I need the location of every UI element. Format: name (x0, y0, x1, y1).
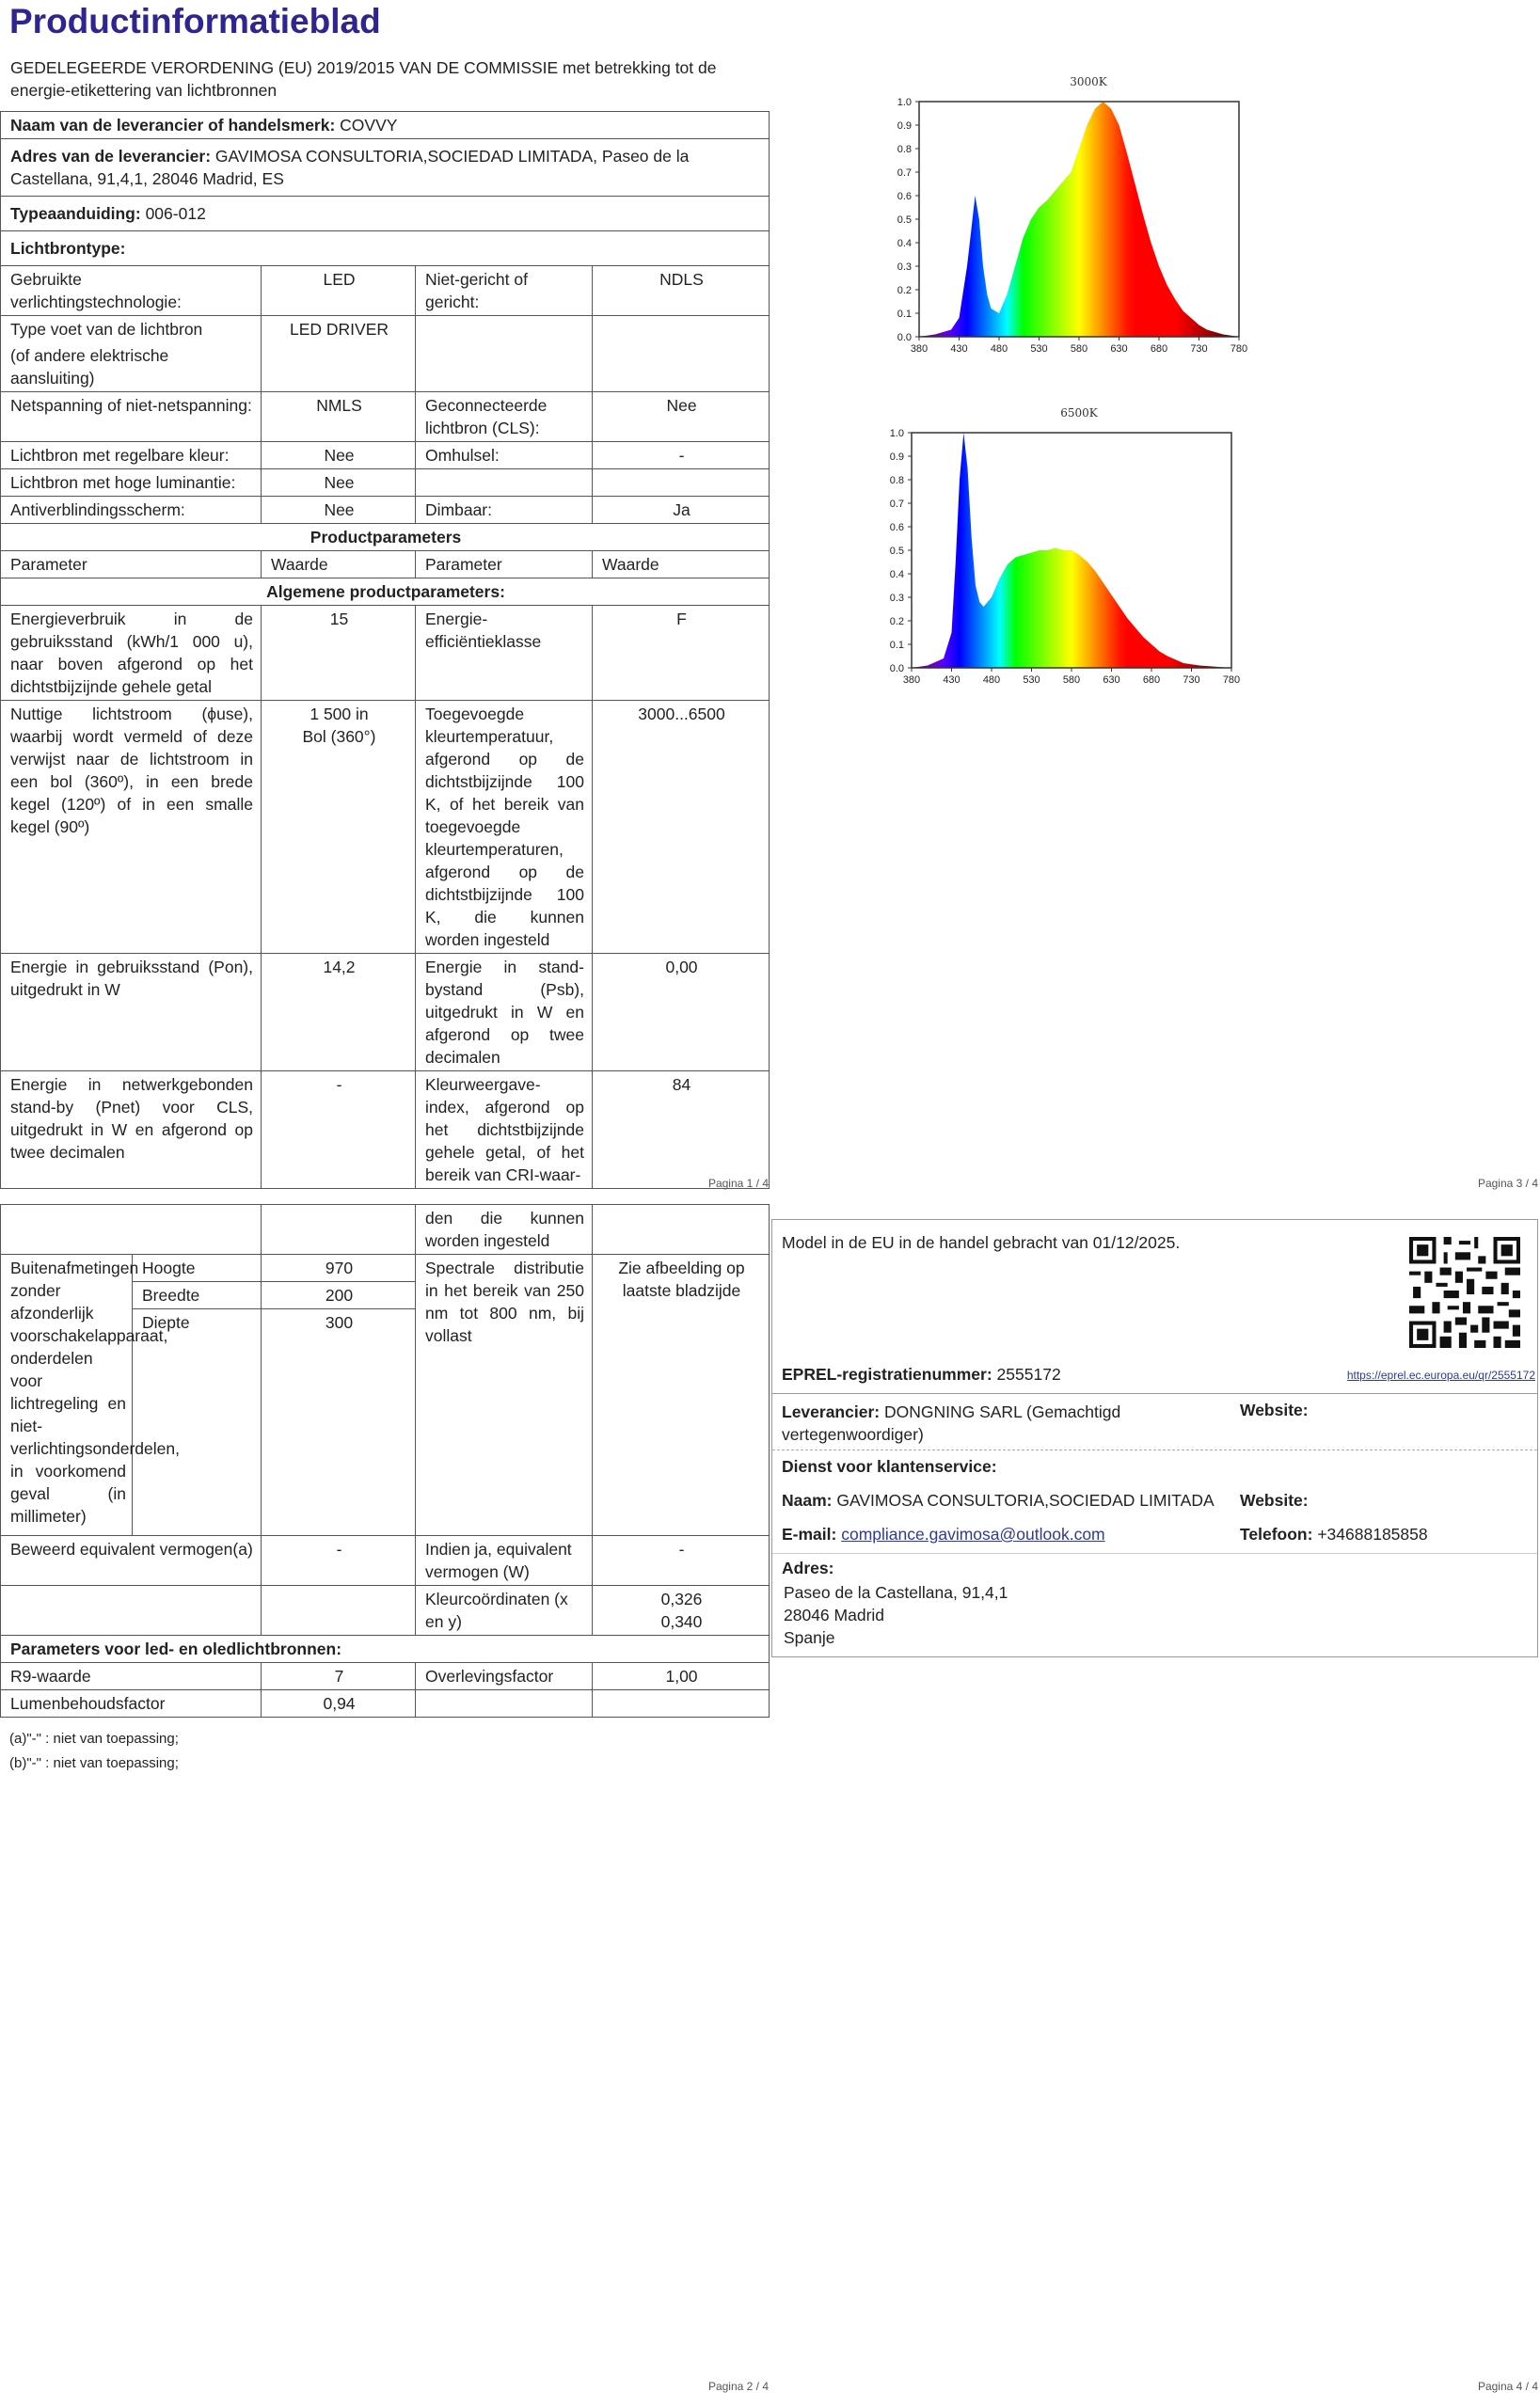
contact-box (771, 1219, 1538, 1657)
x-tick-label: 480 (982, 674, 1001, 686)
page-1 (0, 0, 769, 1204)
y-tick-label: 0.8 (889, 475, 904, 486)
supplier-name-label: Naam van de leverancier of handelsmerk: (10, 116, 336, 135)
y-tick-label: 0.2 (897, 285, 912, 296)
x-tick-label: 580 (1070, 343, 1088, 355)
page-number-3: Pagina 3 / 4 (1477, 1177, 1538, 1190)
eprel-value: 2555172 (996, 1365, 1061, 1384)
col-value-2: Waarde (593, 551, 770, 578)
cri-value: 84 (593, 1071, 770, 1189)
page-3 (769, 0, 1540, 1204)
colour-tunable-value: Nee (262, 442, 416, 469)
x-tick-label: 680 (1150, 343, 1168, 355)
x-tick-label: 530 (1023, 674, 1040, 686)
mains-label: Netspanning of niet-netspanning: (1, 392, 262, 442)
cri-label-b: den die kunnen worden ingesteld (416, 1205, 593, 1255)
x-tick-label: 630 (1103, 674, 1120, 686)
tech-label: Gebruikte verlichtingstechnologie: (1, 266, 262, 316)
address-line-1: Paseo de la Castellana, 91,4,1 (784, 1583, 1008, 1602)
eprel-link[interactable]: https://eprel.ec.europa.eu/qr/2555172 (1346, 1369, 1535, 1382)
supplier-address-value: GAVIMOSA CONSULTORIA,SOCIEDAD LIMITADA, Paseo de la Castellana, 91,4,1, 28046 Madrid, ES (10, 147, 690, 188)
tech-value: LED (262, 266, 416, 316)
y-tick-label: 0.2 (889, 616, 904, 627)
chart-2-title: 6500K (1060, 406, 1098, 420)
flux-value-1: 1 500 in (310, 705, 369, 723)
cls-label: Geconnecteerde lichtbron (CLS): (416, 392, 593, 442)
website-label-1: Website: (1240, 1401, 1309, 1419)
cap-label-1: Type voet van de lichtbron (10, 320, 203, 339)
email-link[interactable]: compliance.gavimosa@outlook.com (841, 1525, 1105, 1544)
y-tick-label: 0.0 (889, 663, 904, 674)
lumen-value: 0,94 (262, 1690, 416, 1718)
width-label: Breedte (133, 1282, 262, 1309)
colour-tunable-label: Lichtbron met regelbare kleur: (1, 442, 262, 469)
psb-value: 0,00 (593, 954, 770, 1071)
spectrum-area (919, 102, 1239, 337)
x-tick-label: 380 (910, 343, 929, 355)
spectral-label: Spectrale distributie in het bereik van 250 nm tot 800 nm, bij vollast (416, 1255, 593, 1536)
directional-value: NDLS (593, 266, 770, 316)
y-tick-label: 0.4 (889, 569, 904, 580)
survival-label: Overlevingsfactor (416, 1663, 593, 1690)
email-label: E-mail: (782, 1525, 837, 1544)
y-tick-label: 1.0 (897, 97, 912, 108)
params-table-2 (0, 1204, 770, 1718)
pon-label: Energie in gebruiksstand (Pon), uitgedrukt in W (1, 954, 262, 1071)
pon-value: 14,2 (262, 954, 416, 1071)
chroma-x: 0,326 (660, 1590, 703, 1608)
r9-label: R9-waarde (1, 1663, 262, 1690)
col-param-1: Parameter (1, 551, 262, 578)
address-label: Adres: (782, 1559, 834, 1577)
x-tick-label: 680 (1142, 674, 1161, 686)
address-line-3: Spanje (784, 1628, 835, 1647)
x-tick-label: 730 (1183, 674, 1200, 686)
r9-value: 7 (262, 1663, 416, 1690)
antiglare-label: Antiverblindingsscherm: (1, 497, 262, 524)
spectrum-chart-3000k (881, 94, 1258, 367)
x-tick-label: 780 (1222, 674, 1241, 686)
cct-label: Toegevoegde kleurtemperatuur, afgerond op de dichtstbijzijnde 100 K, of het bereik van toegevoegde kleurtemperaturen, afgerond op de dichtstbijzijnde 100 K, die kunnen worden ingesteld (416, 701, 593, 954)
spectrum-chart-6500k (874, 425, 1250, 698)
chroma-y: 0,340 (660, 1612, 703, 1631)
depth-value: 300 (262, 1309, 416, 1536)
equiv-label: Indien ja, equivalent vermogen (W) (416, 1536, 593, 1586)
eprel-label: EPREL-registratienummer: (782, 1365, 992, 1384)
antiglare-value: Nee (262, 497, 416, 524)
y-tick-label: 0.5 (897, 214, 912, 226)
divider-3 (772, 1553, 1537, 1554)
lumen-label: Lumenbehoudsfactor (1, 1690, 262, 1718)
x-tick-label: 530 (1030, 343, 1048, 355)
general-params-title: Algemene productparameters: (1, 578, 770, 606)
flux-value-2: Bol (360°) (302, 727, 376, 746)
y-tick-label: 0.6 (889, 522, 904, 533)
name-value: GAVIMOSA CONSULTORIA,SOCIEDAD LIMITADA (836, 1491, 1215, 1510)
cls-value: Nee (593, 392, 770, 442)
supplier-label: Leverancier: (782, 1402, 881, 1421)
page-4 (769, 1204, 1540, 2408)
survival-value: 1,00 (593, 1663, 770, 1690)
supplier-table (0, 111, 770, 1189)
spectrum-area (912, 433, 1231, 668)
pnet-value: - (262, 1071, 416, 1189)
phone-value: +34688185858 (1317, 1525, 1428, 1544)
dims-label: Buitenafmetingen zonder afzonderlijk voorschakelapparaat, onderdelen voor lichtregeling en niet-verlichtingsonderdelen, in voorkomend geval (in millimeter) (1, 1255, 133, 1536)
type-label: Typeaanduiding: (10, 204, 141, 223)
y-tick-label: 0.9 (889, 452, 904, 463)
footnote-b: (b)"-" : niet van toepassing; (9, 1755, 179, 1771)
name-label: Naam: (782, 1491, 833, 1510)
cct-value: 3000...6500 (593, 701, 770, 954)
service-label: Dienst voor klantenservice: (782, 1457, 997, 1476)
supplier-address-label: Adres van de leverancier: (10, 147, 212, 166)
y-tick-label: 0.8 (897, 144, 912, 155)
page-title: Productinformatieblad (9, 2, 381, 40)
divider-1 (772, 1393, 1537, 1394)
y-tick-label: 0.3 (897, 261, 912, 273)
envelope-label: Omhulsel: (416, 442, 593, 469)
page-number-1: Pagina 1 / 4 (707, 1177, 769, 1190)
y-tick-label: 1.0 (889, 428, 904, 439)
product-params-title: Productparameters (1, 524, 770, 551)
energy-on-label: Energieverbruik in de gebruiksstand (kWh/1 000 u), naar boven afgerond op het dichtstbijzijnde gehele getal (1, 606, 262, 701)
cap-value: LED DRIVER (262, 316, 416, 392)
y-tick-label: 0.0 (897, 332, 912, 343)
claimed-power-value: - (262, 1536, 416, 1586)
type-value: 006-012 (145, 204, 206, 223)
x-tick-label: 780 (1230, 343, 1248, 355)
dimmable-label: Dimbaar: (416, 497, 593, 524)
x-tick-label: 430 (943, 674, 961, 686)
chroma-label: Kleurcoördinaten (x en y) (416, 1586, 593, 1636)
height-label: Hoogte (133, 1255, 262, 1282)
height-value: 970 (262, 1255, 416, 1282)
y-tick-label: 0.1 (889, 640, 904, 651)
spectral-value: Zie afbeelding op laatste bladzijde (593, 1255, 770, 1536)
phone-label: Telefoon: (1240, 1525, 1313, 1544)
y-tick-label: 0.5 (889, 546, 904, 557)
page-number-2: Pagina 2 / 4 (707, 2380, 769, 2393)
qr-code-icon (1409, 1237, 1520, 1348)
equiv-value: - (593, 1536, 770, 1586)
page-2 (0, 1204, 769, 2408)
lightsource-type-label: Lichtbrontype: (10, 239, 126, 258)
y-tick-label: 0.7 (889, 499, 904, 510)
footnote-a: (a)"-" : niet van toepassing; (9, 1731, 179, 1747)
page-number-4: Pagina 4 / 4 (1477, 2380, 1538, 2393)
supplier-value: DONGNING SARL (Gemachtigd vertegenwoordiger) (782, 1402, 1121, 1444)
dimmable-value: Ja (593, 497, 770, 524)
envelope-value: - (593, 442, 770, 469)
chart-1-title: 3000K (1070, 75, 1107, 88)
led-params-title: Parameters voor led- en oledlichtbronnen: (1, 1636, 770, 1663)
col-value-1: Waarde (262, 551, 416, 578)
pnet-label: Energie in netwerkgebonden stand-by (Pnet) voor CLS, uitgedrukt in W en afgerond op twee decimalen (1, 1071, 262, 1189)
y-tick-label: 0.1 (897, 309, 912, 320)
flux-label: Nuttige lichtstroom (ϕuse), waarbij wordt vermeld of deze verwijst naar de lichtstroom in een bol (360º), in een brede kegel (120º) of in een smalle kegel (90º) (1, 701, 262, 954)
y-tick-label: 0.4 (897, 238, 912, 249)
y-tick-label: 0.3 (889, 593, 904, 604)
model-text: Model in de EU in de handel gebracht van 01/12/2025. (782, 1233, 1181, 1252)
website-label-2: Website: (1240, 1491, 1309, 1510)
energy-on-value: 15 (262, 606, 416, 701)
x-tick-label: 630 (1110, 343, 1128, 355)
y-tick-label: 0.6 (897, 191, 912, 202)
mains-value: NMLS (262, 392, 416, 442)
x-tick-label: 430 (950, 343, 968, 355)
col-param-2: Parameter (416, 551, 593, 578)
x-tick-label: 480 (990, 343, 1008, 355)
claimed-power-label: Beweerd equivalent vermogen(a) (10, 1540, 253, 1559)
high-lum-label: Lichtbron met hoge luminantie: (1, 469, 262, 497)
depth-label: Diepte (133, 1309, 262, 1536)
cri-label-a: Kleurweergave-index, afgerond op het dichtstbijzijnde gehele getal, of het bereik van CRI-waar- (416, 1071, 593, 1189)
regulation-text: GEDELEGEERDE VERORDENING (EU) 2019/2015 VAN DE COMMISSIE met betrekking tot de energie-etikettering van lichtbronnen (10, 58, 717, 100)
directional-label: Niet-gericht of gericht: (416, 266, 593, 316)
y-tick-label: 0.9 (897, 120, 912, 132)
supplier-name-value: COVVY (340, 116, 398, 135)
eff-class-label: Energie-efficiëntieklasse (416, 606, 593, 701)
psb-label: Energie in stand-bystand (Psb), uitgedrukt in W en afgerond op twee decimalen (416, 954, 593, 1071)
y-tick-label: 0.7 (897, 167, 912, 179)
high-lum-value: Nee (262, 469, 416, 497)
eff-class-value: F (593, 606, 770, 701)
x-tick-label: 580 (1062, 674, 1081, 686)
width-value: 200 (262, 1282, 416, 1309)
address-line-2: 28046 Madrid (784, 1606, 885, 1624)
x-tick-label: 380 (902, 674, 921, 686)
cap-label-2: (of andere elektrische aansluiting) (10, 346, 169, 388)
x-tick-label: 730 (1190, 343, 1208, 355)
